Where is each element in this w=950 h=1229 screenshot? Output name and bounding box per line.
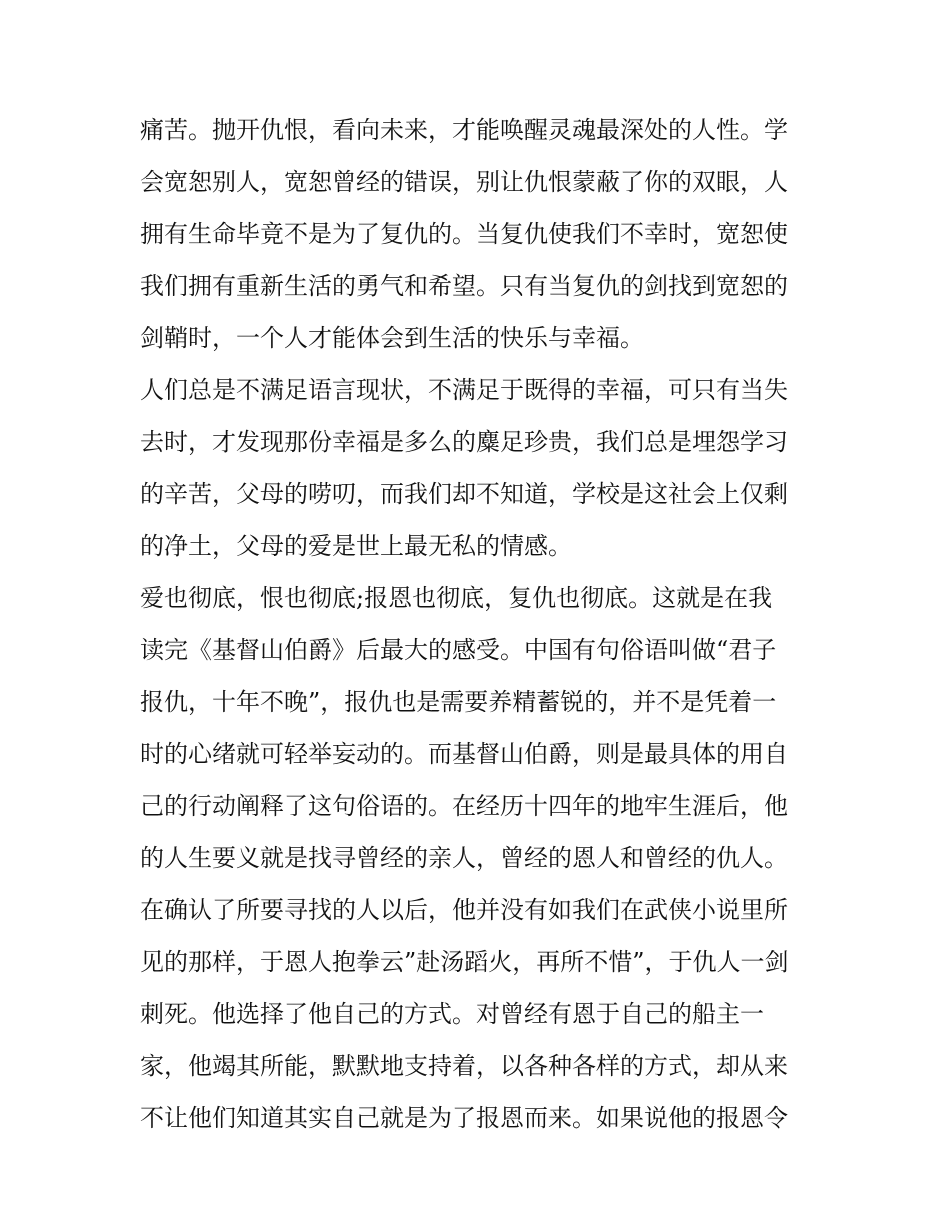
text-line: 我们拥有重新生活的勇气和希望。只有当复仇的剑找到宽恕的 xyxy=(140,272,788,300)
text-line: 的人生要义就是找寻曾经的亲人，曾经的恩人和曾经的仇人。 xyxy=(140,844,788,872)
text-line: 拥有生命毕竟不是为了复仇的。当复仇使我们不幸时，宽恕使 xyxy=(140,220,788,248)
text-line: 刺死。他选择了他自己的方式。对曾经有恩于自己的船主一 xyxy=(140,1000,764,1028)
text-line: 家，他竭其所能，默默地支持着，以各种各样的方式，却从来 xyxy=(140,1052,788,1080)
text-line: 时的心绪就可轻举妄动的。而基督山伯爵，则是最具体的用自 xyxy=(140,740,788,768)
text-line: 剑鞘时，一个人才能体会到生活的快乐与幸福。 xyxy=(140,324,644,352)
text-line: 人们总是不满足语言现状，不满足于既得的幸福，可只有当失 xyxy=(140,376,788,404)
text-line: 爱也彻底，恨也彻底;报恩也彻底，复仇也彻底。这就是在我 xyxy=(140,584,773,612)
text-line: 的辛苦，父母的唠叨，而我们却不知道，学校是这社会上仅剩 xyxy=(140,480,788,508)
text-line: 见的那样，于恩人抱拳云”赴汤蹈火，再所不惜”，于仇人一剑 xyxy=(140,948,789,976)
text-line: 读完《基督山伯爵》后最大的感受。中国有句俗语叫做“君子 xyxy=(140,636,777,664)
text-line: 会宽恕别人，宽恕曾经的错误，别让仇恨蒙蔽了你的双眼，人 xyxy=(140,168,788,196)
text-line: 不让他们知道其实自己就是为了报恩而来。如果说他的报恩令 xyxy=(140,1104,788,1132)
text-line: 痛苦。抛开仇恨，看向未来，才能唤醒灵魂最深处的人性。学 xyxy=(140,116,788,144)
text-line: 在确认了所要寻找的人以后，他并没有如我们在武侠小说里所 xyxy=(140,896,788,924)
text-line: 己的行动阐释了这句俗语的。在经历十四年的地牢生涯后，他 xyxy=(140,792,788,820)
text-line: 的净土，父母的爱是世上最无私的情感。 xyxy=(140,532,572,560)
body-text xyxy=(140,104,820,1144)
text-line: 报仇，十年不晚”，报仇也是需要养精蓄锐的，并不是凭着一 xyxy=(140,688,777,716)
text-line: 去时，才发现那份幸福是多么的麋足珍贵，我们总是埋怨学习 xyxy=(140,428,788,456)
